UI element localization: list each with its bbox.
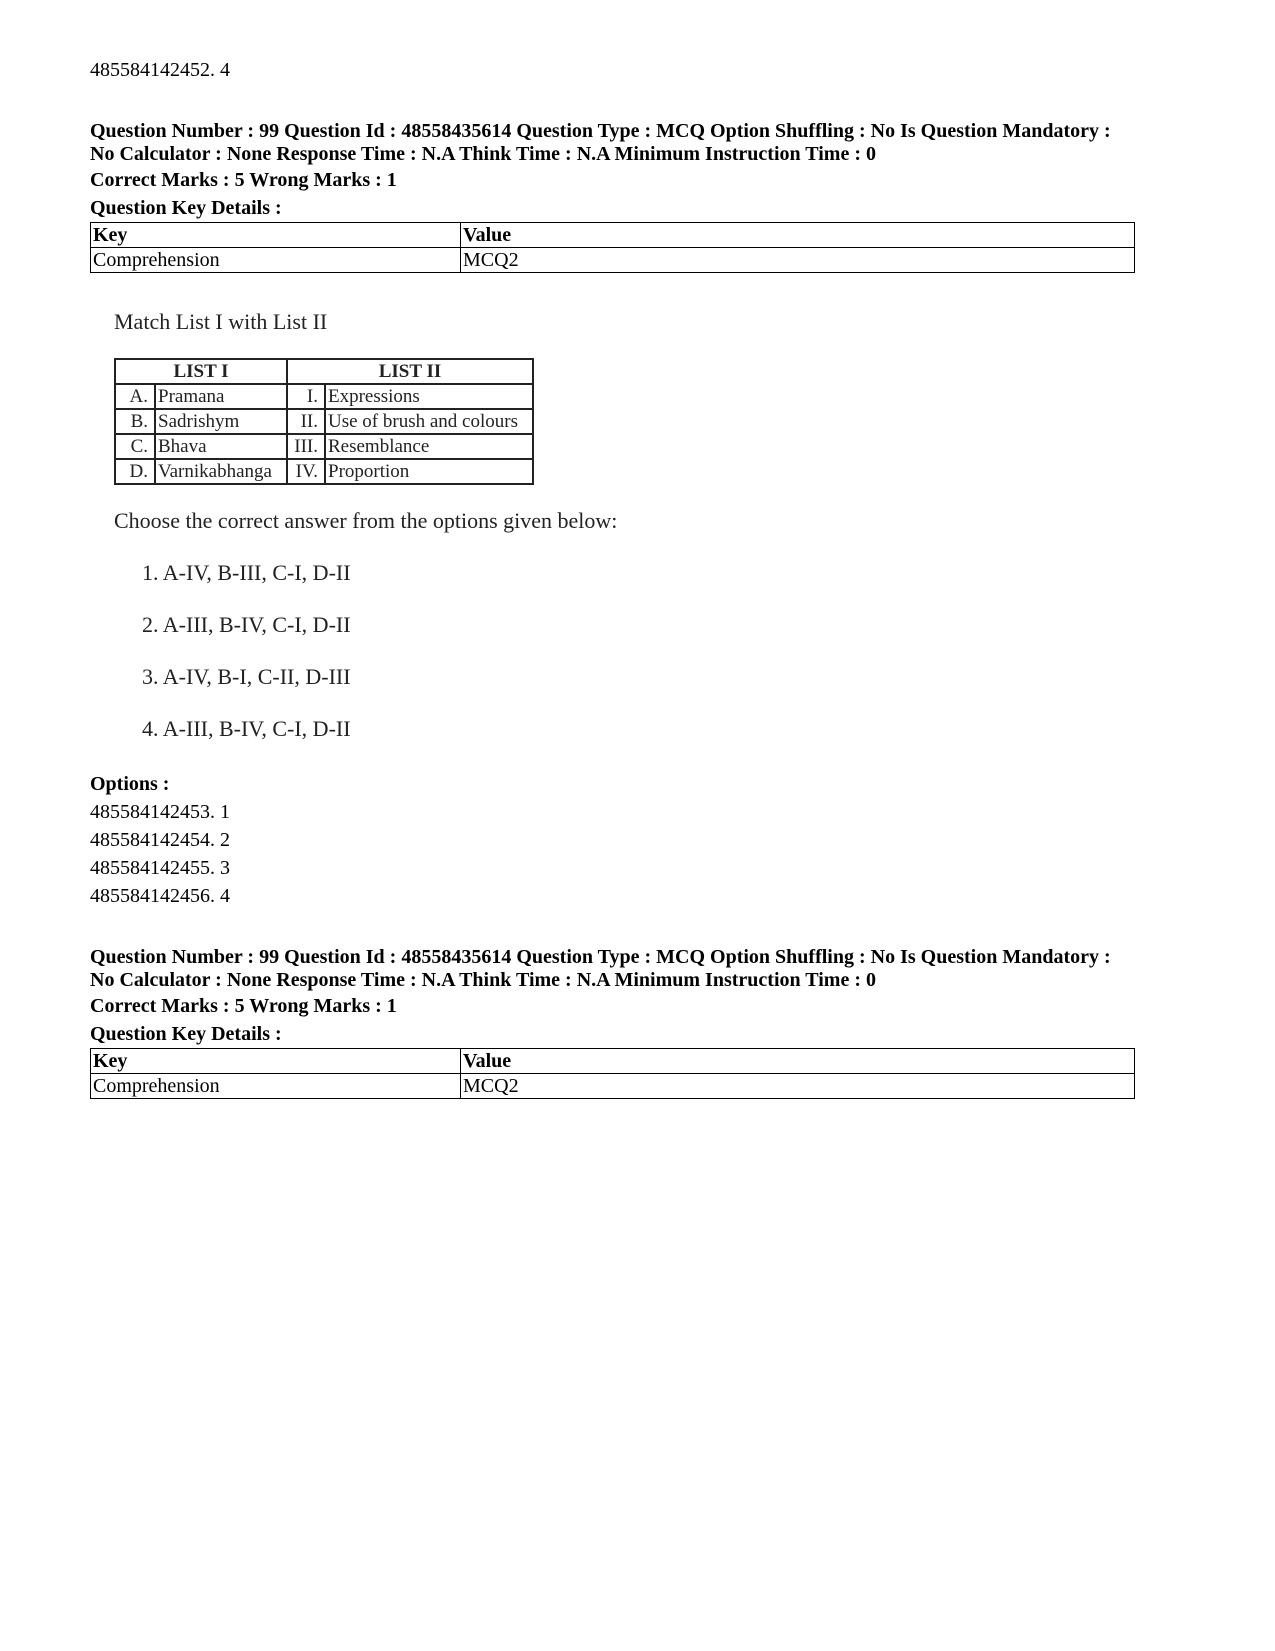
key-cell: Comprehension	[91, 248, 461, 273]
list-1-item: Sadrishym	[155, 409, 287, 434]
option-item: 485584142453. 1	[90, 801, 230, 823]
value-cell: MCQ2	[461, 1074, 1135, 1099]
option-item: 485584142455. 3	[90, 857, 230, 879]
list-item: 1. A-IV, B-III, C-I, D-II	[142, 560, 351, 585]
marks-line: Correct Marks : 5 Wrong Marks : 1	[90, 169, 397, 191]
key-header: Key	[91, 223, 461, 248]
list-1-item: Pramana	[155, 384, 287, 409]
previous-option-line: 485584142452. 4	[90, 59, 230, 81]
list-1-item: Varnikabhanga	[155, 459, 287, 484]
list-2-item: Proportion	[325, 459, 533, 484]
marks-line: Correct Marks : 5 Wrong Marks : 1	[90, 995, 397, 1017]
list-2-number: II.	[287, 409, 325, 434]
value-header: Value	[461, 1049, 1135, 1074]
key-details-label: Question Key Details :	[90, 197, 282, 219]
table-header-row	[91, 223, 1135, 248]
question-meta-line-1: Question Number : 99 Question Id : 48558435614 Question Type : MCQ Option Shuffling : No Is Question Mandatory :	[90, 946, 1111, 968]
value-header: Value	[461, 223, 1135, 248]
list-1-number: D.	[115, 459, 155, 484]
list-item: 2. A-III, B-IV, C-I, D-II	[142, 612, 351, 637]
list-2-number: III.	[287, 434, 325, 459]
choose-instruction: Choose the correct answer from the options given below:	[114, 508, 618, 533]
table-row	[91, 248, 1135, 273]
table-header-row	[91, 1049, 1135, 1074]
options-label: Options :	[90, 773, 170, 795]
question-meta-line-2: No Calculator : None Response Time : N.A Think Time : N.A Minimum Instruction Time : 0	[90, 969, 876, 991]
match-list-table	[114, 358, 534, 485]
option-item: 485584142456. 4	[90, 885, 230, 907]
key-details-table	[90, 222, 1135, 273]
list-2-number: I.	[287, 384, 325, 409]
list-2-header: LIST II	[287, 359, 533, 384]
table-row	[115, 384, 533, 409]
key-cell: Comprehension	[91, 1074, 461, 1099]
answer-choices	[142, 559, 617, 743]
value-cell: MCQ2	[461, 248, 1135, 273]
list-2-item: Resemblance	[325, 434, 533, 459]
list-1-number: C.	[115, 434, 155, 459]
list-item: 4. A-III, B-IV, C-I, D-II	[142, 716, 351, 741]
list-1-number: A.	[115, 384, 155, 409]
question-header-block-1	[90, 120, 1135, 273]
key-details-table	[90, 1048, 1135, 1099]
list-2-item: Expressions	[325, 384, 533, 409]
list-2-number: IV.	[287, 459, 325, 484]
list-1-item: Bhava	[155, 434, 287, 459]
options-section	[90, 770, 230, 910]
table-row	[115, 459, 533, 484]
table-row	[115, 434, 533, 459]
list-1-number: B.	[115, 409, 155, 434]
table-row	[91, 1074, 1135, 1099]
question-header-block-2	[90, 946, 1135, 1099]
list-1-header: LIST I	[115, 359, 287, 384]
list-2-item: Use of brush and colours	[325, 409, 533, 434]
table-row	[115, 409, 533, 434]
question-content	[114, 308, 617, 743]
question-meta-line-1: Question Number : 99 Question Id : 48558435614 Question Type : MCQ Option Shuffling : No Is Question Mandatory :	[90, 120, 1111, 142]
option-item: 485584142454. 2	[90, 829, 230, 851]
key-details-label: Question Key Details :	[90, 1023, 282, 1045]
question-meta-line-2: No Calculator : None Response Time : N.A Think Time : N.A Minimum Instruction Time : 0	[90, 143, 876, 165]
key-header: Key	[91, 1049, 461, 1074]
question-prompt: Match List I with List II	[114, 309, 328, 334]
list-item: 3. A-IV, B-I, C-II, D-III	[142, 664, 351, 689]
list-header-row	[115, 359, 533, 384]
